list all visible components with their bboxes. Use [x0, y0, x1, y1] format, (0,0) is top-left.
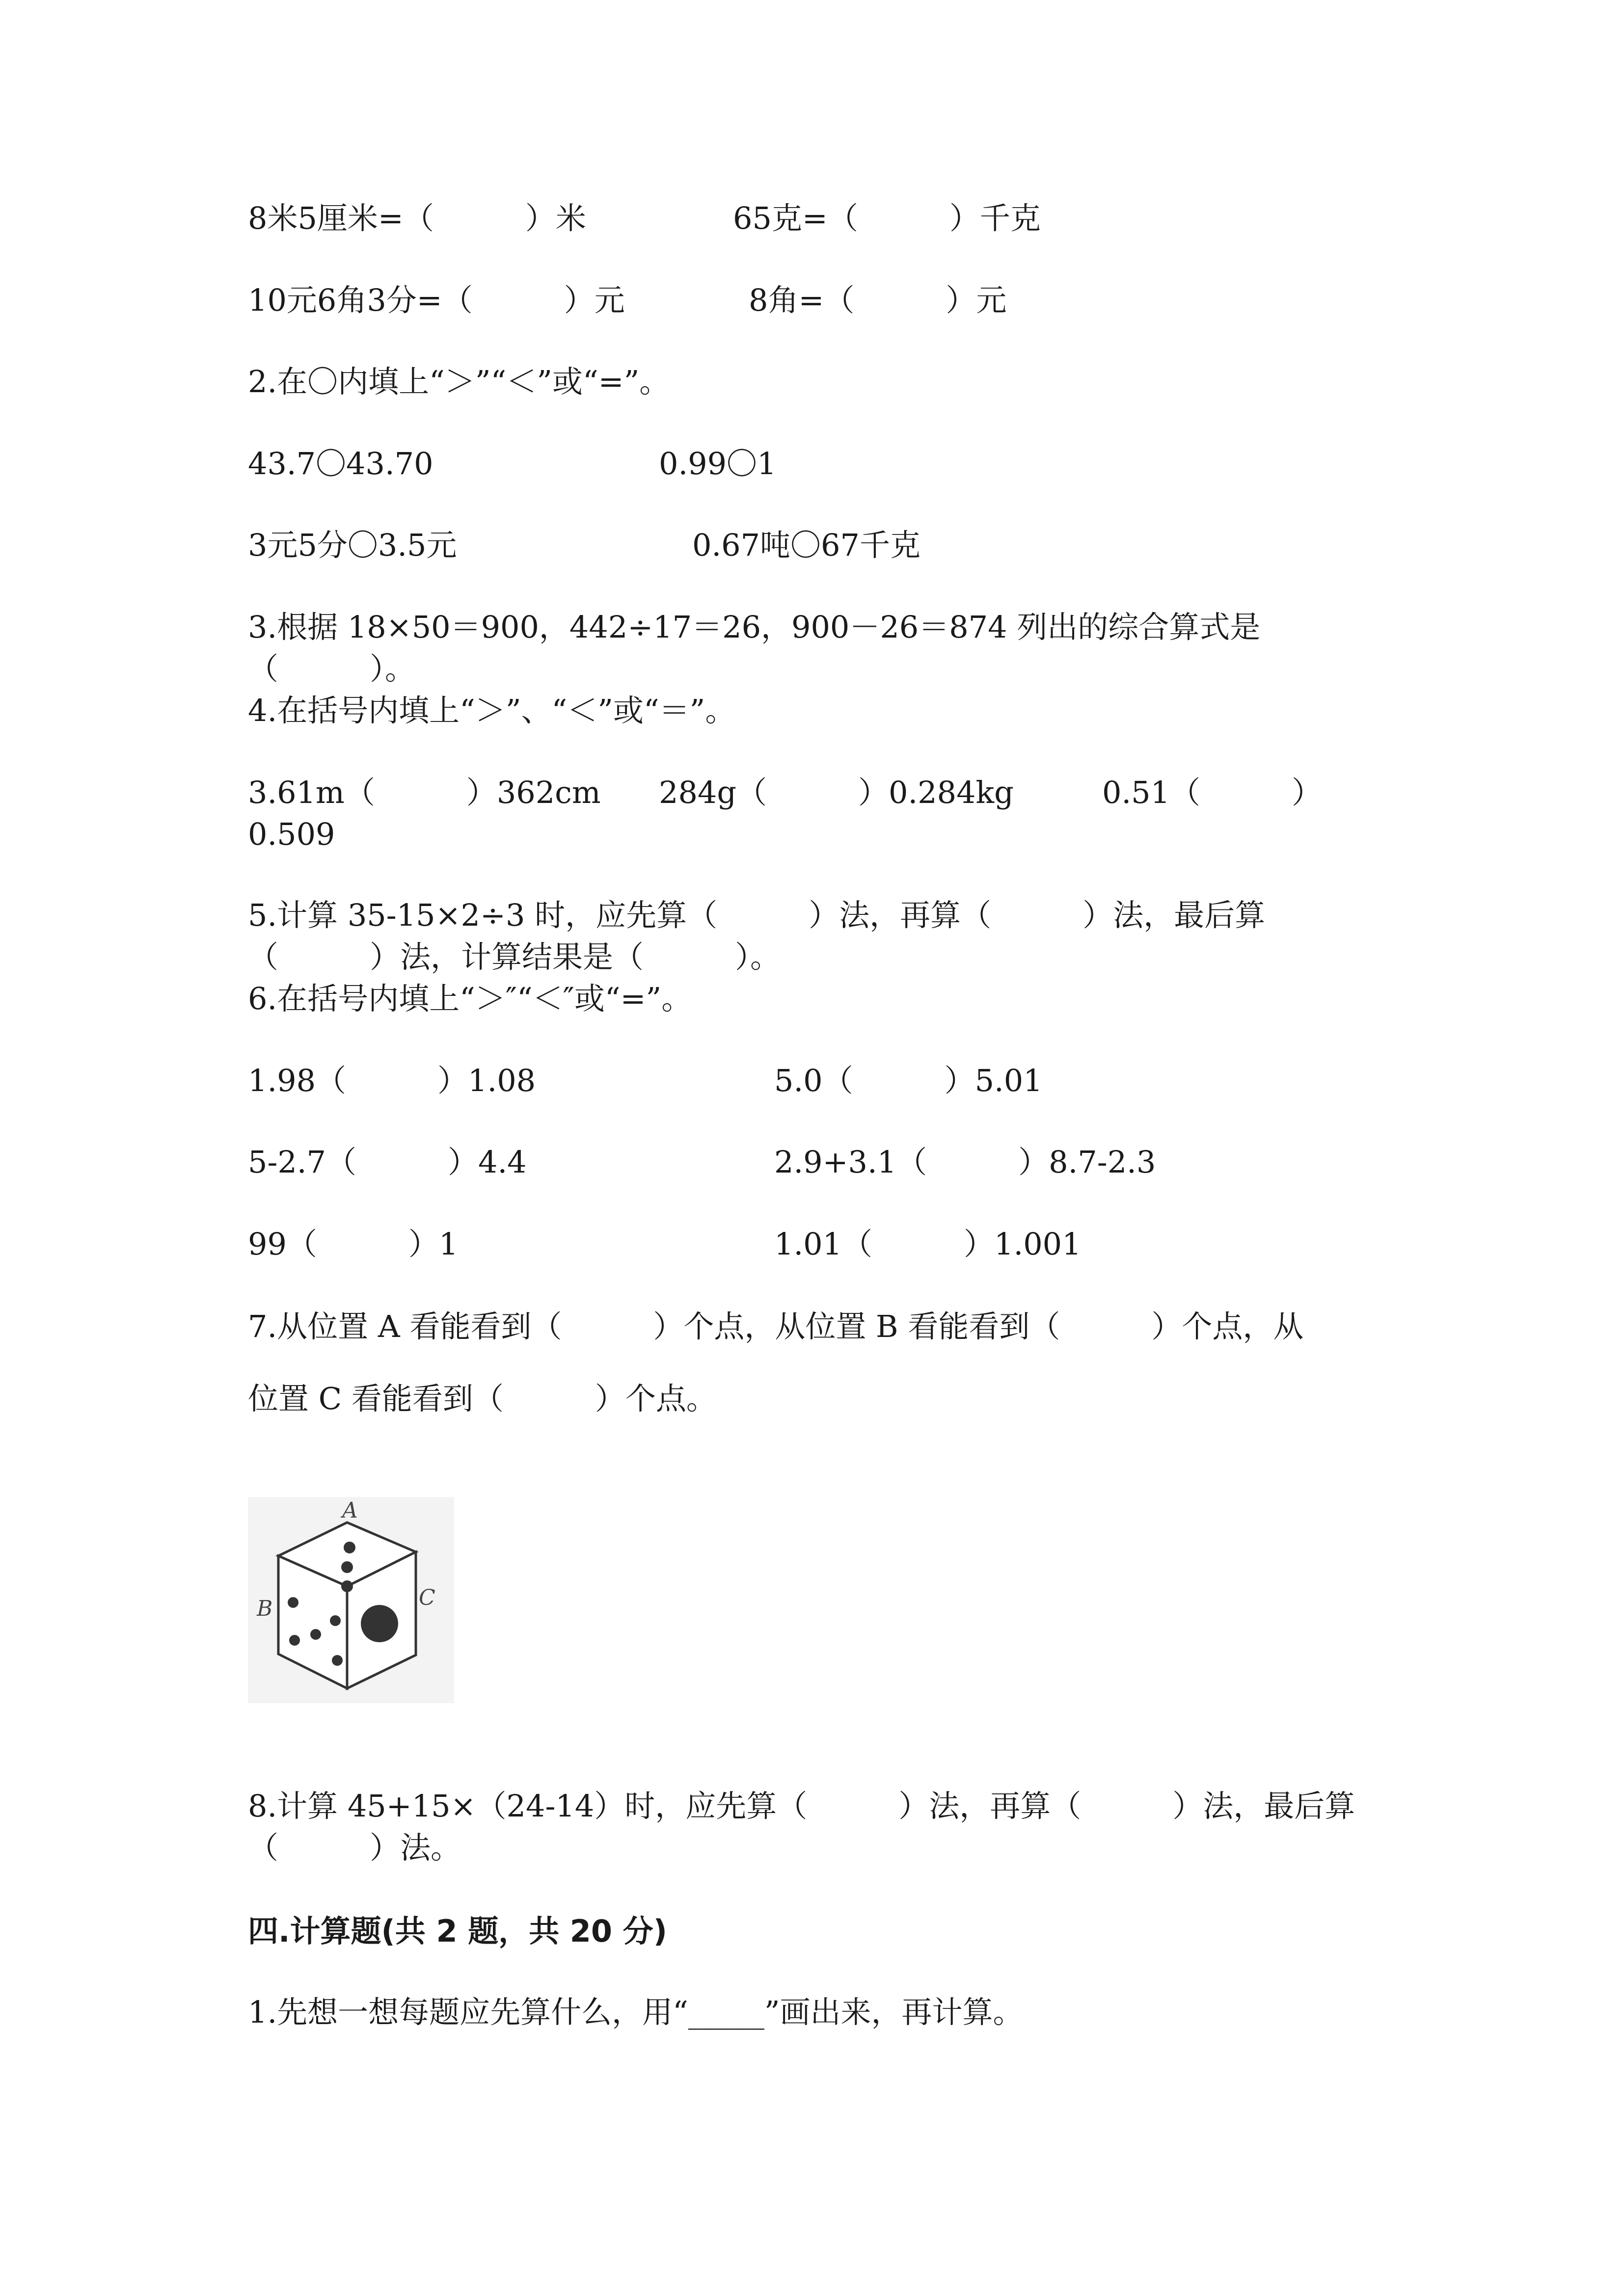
q6-item-4: 2.9+3.1（ ）8.7-2.3	[774, 1144, 1156, 1180]
q6-prompt: 6.在括号内填上“＞″“＜″或“=”。	[248, 981, 692, 1016]
q1-line-yuan: 10元6角3分=（ ）元	[248, 282, 625, 318]
q6-item-5: 99（ ）1	[248, 1226, 459, 1262]
q4-item-1: 3.61m（ ）362cm	[248, 774, 601, 810]
right-face-dot	[361, 1605, 398, 1642]
left-face-dot	[330, 1615, 341, 1626]
label-c: C	[419, 1585, 435, 1610]
left-face-dot	[332, 1655, 343, 1666]
q2-prompt: 2.在〇内填上“＞”“＜”或“=”。	[248, 364, 670, 400]
q1-line-gram: 65克=（ ）千克	[733, 200, 1041, 236]
q4-item-2: 284g（ ）0.284kg	[659, 774, 1014, 810]
q1-line-meter: 8米5厘米=（ ）米	[248, 200, 586, 236]
q2-item-1: 43.7〇43.70	[248, 446, 433, 481]
q4-prompt: 4.在括号内填上“＞”、“＜”或“＝”。	[248, 693, 736, 728]
q7-prompt-line1: 7.从位置 A 看能看到（ ）个点，从位置 B 看能看到（ ）个点，从	[248, 1308, 1304, 1344]
dice-figure	[248, 1497, 454, 1703]
q3-prompt-line1: 3.根据 18×50＝900，442÷17＝26，900－26＝874 列出的综合算式是	[248, 609, 1261, 645]
q1-line-jiao: 8角=（ ）元	[749, 282, 1007, 318]
q4-item-3-value: 0.509	[248, 816, 335, 852]
q6-item-6: 1.01（ ）1.001	[774, 1226, 1082, 1262]
q2-item-4: 0.67吨〇67千克	[692, 527, 920, 563]
label-a: A	[342, 1498, 358, 1523]
section-4-q1-prompt: 1.先想一想每题应先算什么，用“_____”画出来，再计算。	[248, 1994, 1024, 2030]
top-face-dot	[341, 1561, 353, 1573]
q8-prompt-line2: （ ）法。	[248, 1830, 461, 1866]
q2-item-2: 0.99〇1	[659, 446, 777, 481]
section-4-heading: 四.计算题(共 2 题，共 20 分)	[248, 1913, 667, 1949]
q4-item-3: 0.51（ ）	[1102, 774, 1323, 810]
q6-item-3: 5-2.7（ ）4.4	[248, 1144, 527, 1180]
q2-item-3: 3元5分〇3.5元	[248, 527, 457, 563]
q7-prompt-line2: 位置 C 看能看到（ ）个点。	[248, 1381, 717, 1416]
q3-prompt-line2: （ ）。	[248, 651, 416, 687]
top-face-dot	[341, 1580, 353, 1592]
top-face-dot	[344, 1542, 355, 1553]
left-face-dot	[310, 1629, 321, 1640]
left-face-dot	[288, 1597, 298, 1608]
q6-item-1: 1.98（ ）1.08	[248, 1063, 536, 1098]
q5-prompt-line1: 5.计算 35-15×2÷3 时，应先算（ ）法，再算（ ）法，最后算	[248, 897, 1266, 933]
q6-item-2: 5.0（ ）5.01	[774, 1063, 1043, 1098]
q5-prompt-line2: （ ）法，计算结果是（ ）。	[248, 939, 781, 975]
left-face-dot	[289, 1635, 300, 1646]
label-b: B	[257, 1596, 273, 1621]
q8-prompt-line1: 8.计算 45+15×（24-14）时，应先算（ ）法，再算（ ）法，最后算	[248, 1788, 1355, 1824]
